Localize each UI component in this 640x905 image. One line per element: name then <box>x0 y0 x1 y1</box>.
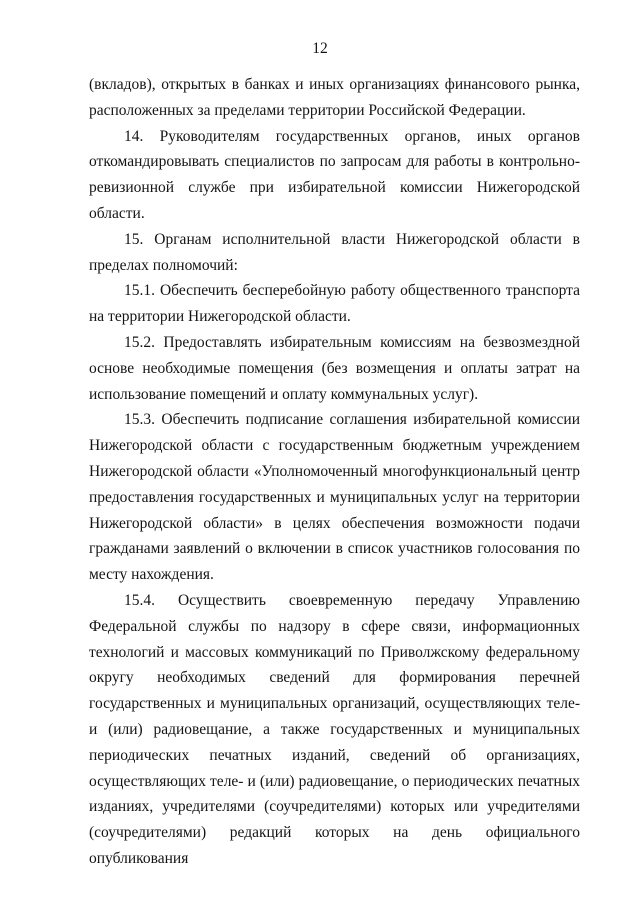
paragraph-continuation: (вкладов), открытых в банках и иных организациях финансового рынка, расположенных за пределами территории Российской Федерации. <box>89 76 580 119</box>
paragraph-item-15: 15. Органам исполнительной власти Нижегородской области в пределах полномочий: <box>89 230 580 274</box>
paragraph-item-14: 14. Руководителям государственных органов, иных органов откомандировывать специалистов по запросам для работы в контрольно-ревизионной службе при избирательной комиссии Нижегородской области. <box>89 127 580 222</box>
paragraph-item-15-2: 15.2. Предоставлять избирательным комиссиям на безвозмездной основе необходимые помещения (без возмещения и оплаты затрат на использование помещений и оплату коммунальных услуг). <box>89 333 580 403</box>
page-number: 12 <box>312 40 328 57</box>
paragraph-item-15-3: 15.3. Обеспечить подписание соглашения избирательной комиссии Нижегородской области с государственным бюджетным учреждением Нижегородской области «Уполномоченный многофункциональный центр предоставления государственных и муниципальных услуг на территории Нижегородской области» в целях обеспечения возможности подачи гражданами заявлений о включении в список участников голосования по месту нахождения. <box>89 411 580 584</box>
document-body <box>89 72 580 872</box>
paragraph-item-15-1: 15.1. Обеспечить бесперебойную работу общественного транспорта на территории Нижегородской области. <box>89 282 580 326</box>
paragraph-item-15-4: 15.4. Осуществить своевременную передачу Управлению Федеральной службы по надзору в сфере связи, информационных технологий и массовых коммуникаций по Приволжскому федеральному округу необходимых сведений для формирования перечней государственных и муниципальных организаций, осуществляющих теле- и (или) радиовещание, а также государственных и муниципальных периодических печатных изданий, сведений об организациях, осуществляющих теле- и (или) радиовещание, о периодических печатных изданиях, учредителями (соучредителями) которых или учредителями (соучредителями) редакций которых на день официального опубликования <box>89 591 580 867</box>
